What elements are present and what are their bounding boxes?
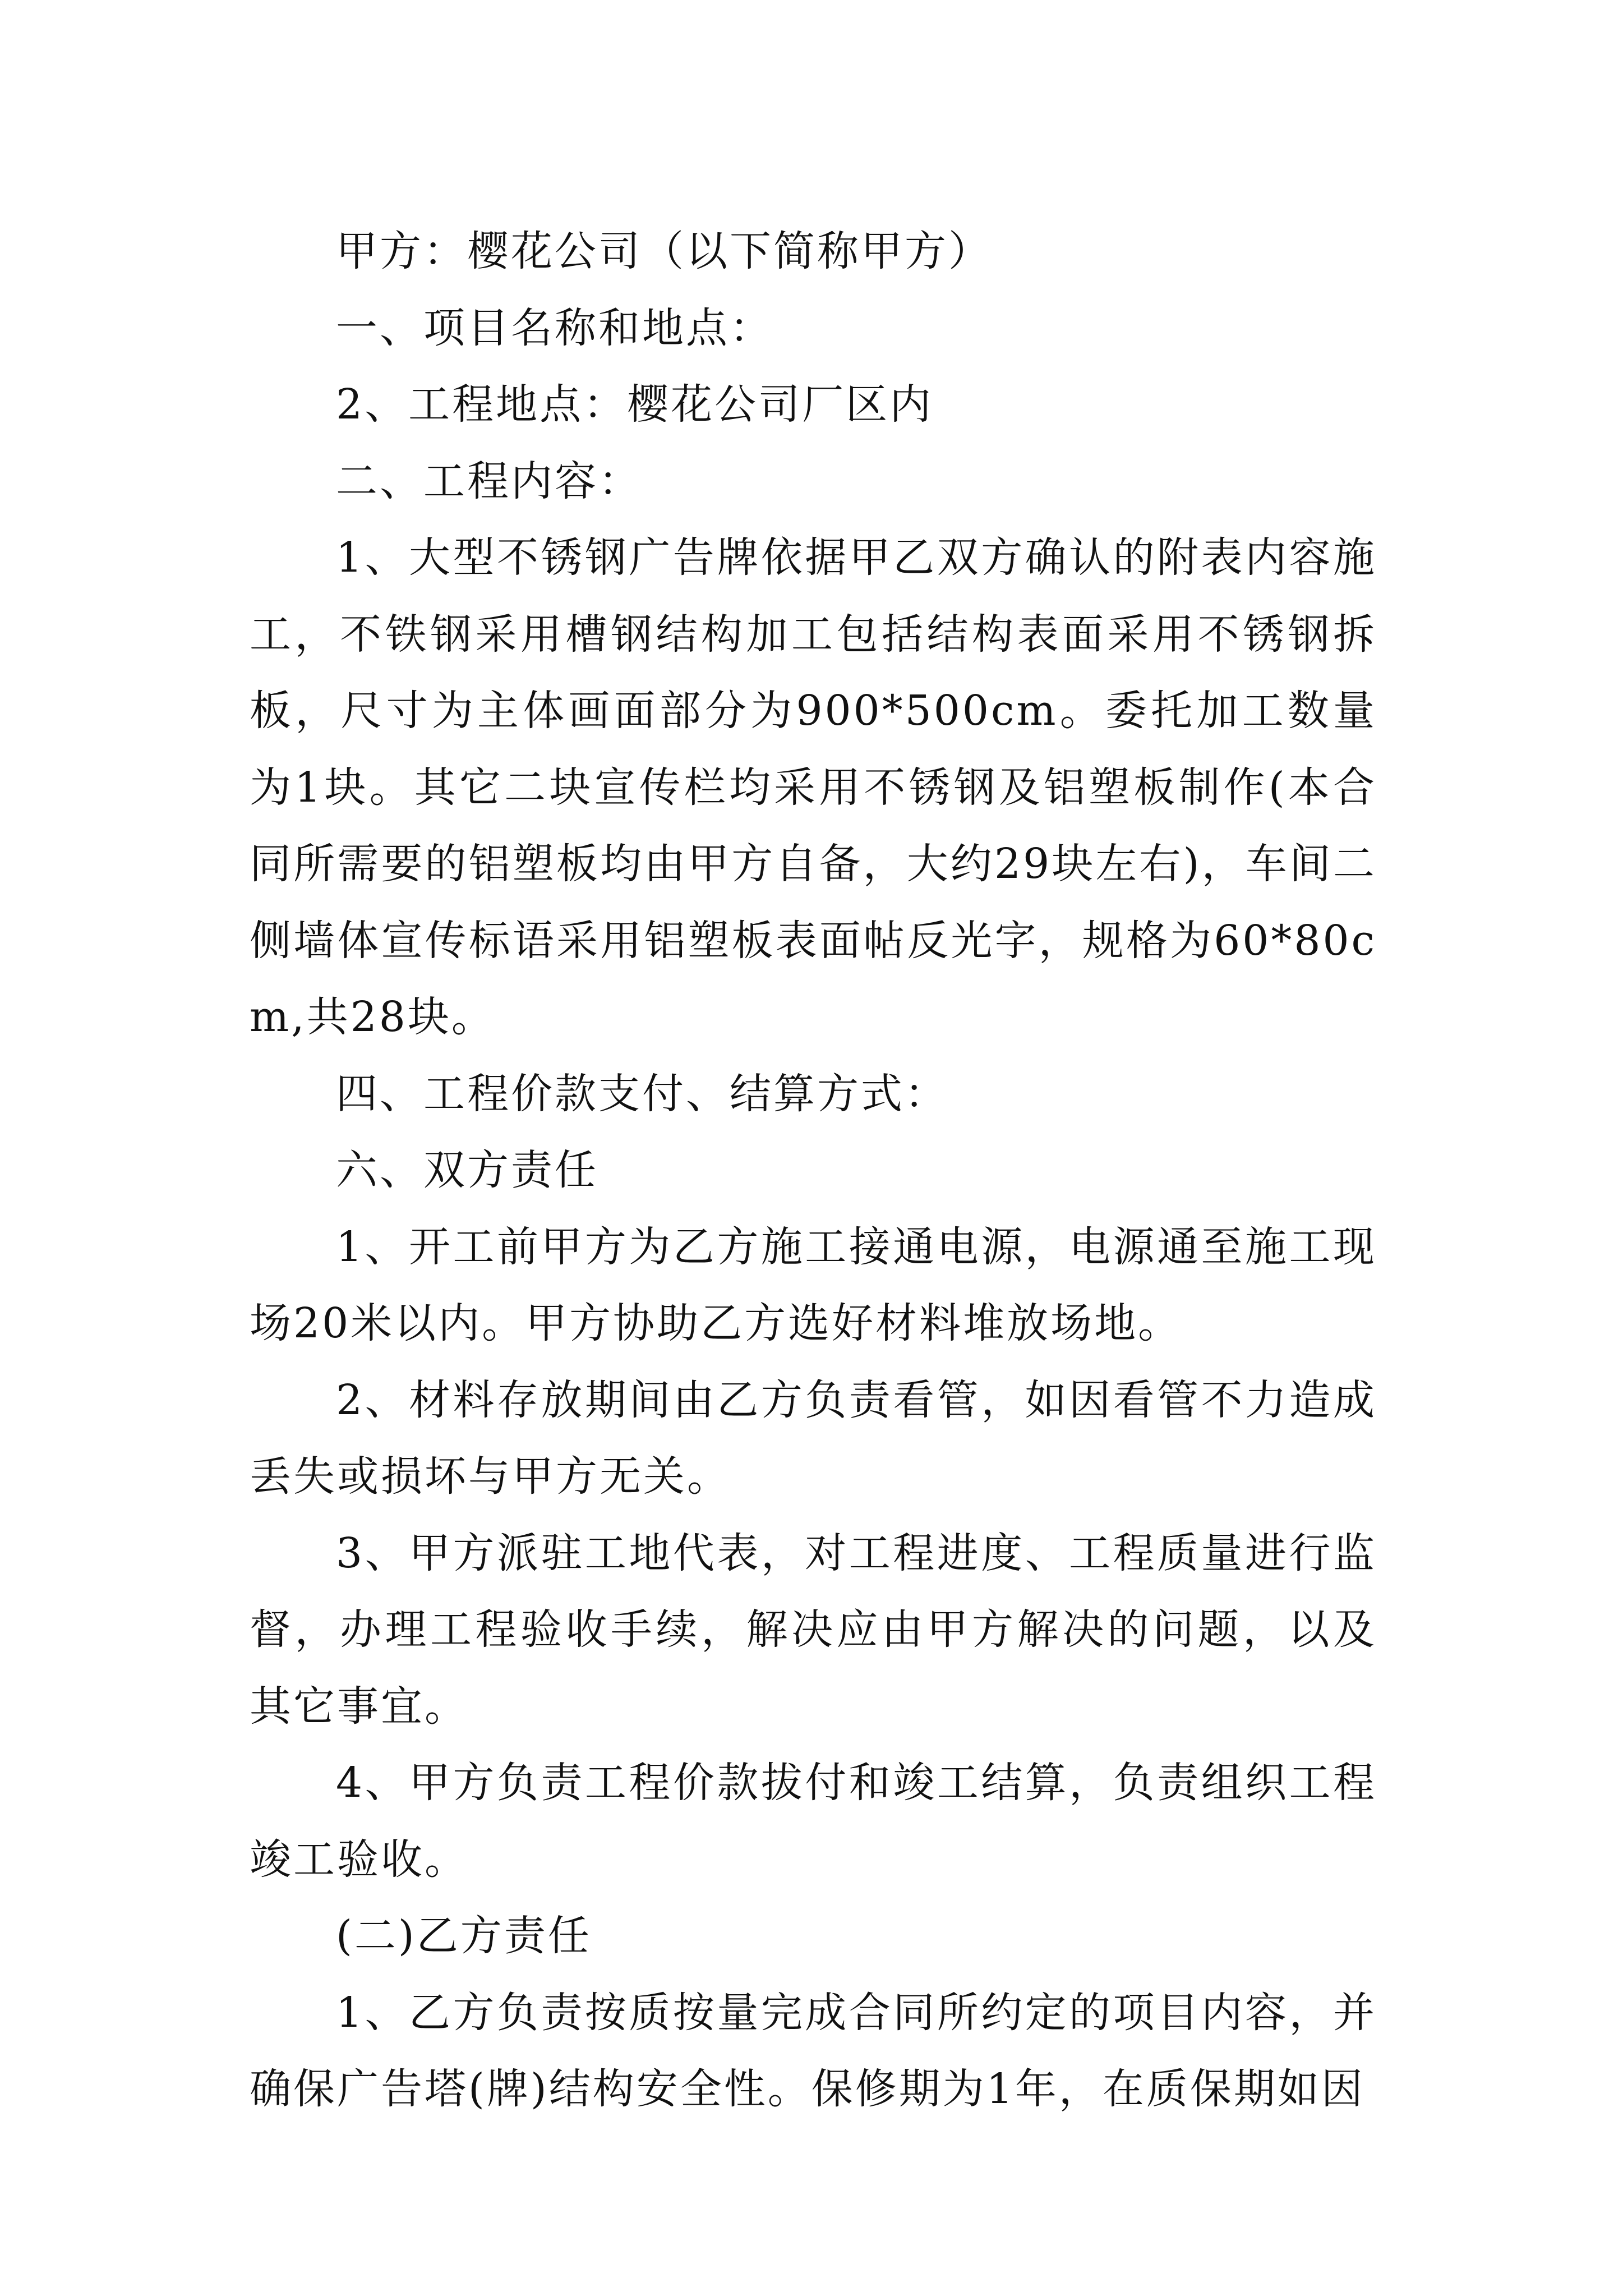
- paragraph-billboard-details: 1、大型不锈钢广告牌依据甲乙双方确认的附表内容施工，不铁钢采用槽钢结构加工包括结构表面采用不锈钢拆板，尺寸为主体画面部分为900*500cm。委托加工数量为1块。其它二块宣传栏均采用不锈钢及铝塑板制作(本合同所需要的铝塑板均由甲方自备，大约29块左右)，车间二侧墙体宣传标语采用铝塑板表面帖反光字，规格为60*80cm,共28块。: [250, 533, 1377, 1041]
- paragraph-party-a-duty-3: 3、甲方派驻工地代表，对工程进度、工程质量进行监督，办理工程验收手续，解决应由甲方解决的问题，以及其它事宜。: [250, 1529, 1377, 1731]
- heading-project-name-location: 一、项目名称和地点：: [336, 303, 773, 352]
- document-body: [250, 213, 1377, 2128]
- paragraph-party-a-duty-4: 4、甲方负责工程价款拔付和竣工结算，负责组织工程竣工验收。: [250, 1759, 1377, 1884]
- heading-project-content: 二、工程内容：: [336, 457, 642, 505]
- paragraph-project-location: 2、工程地点：樱花公司厂区内: [336, 380, 934, 429]
- heading-mutual-responsibilities: 六、双方责任: [336, 1146, 598, 1194]
- paragraph-party-b-duty-1: 1、乙方负责按质按量完成合同所约定的项目内容，并确保广告塔(牌)结构安全性。保修期为1年，在质保期如因: [250, 1988, 1377, 2113]
- paragraph-party-a: 甲方：樱花公司（以下简称甲方）: [336, 227, 992, 275]
- heading-payment-settlement: 四、工程价款支付、结算方式：: [336, 1069, 948, 1118]
- paragraph-party-a-duty-2: 2、材料存放期间由乙方负责看管，如因看管不力造成丢失或损坏与甲方无关。: [250, 1375, 1377, 1501]
- paragraph-party-a-duty-1: 1、开工前甲方为乙方施工接通电源，电源通至施工现场20米以内。甲方协助乙方选好材料堆放场地。: [250, 1222, 1377, 1347]
- heading-party-b-responsibilities: (二)乙方责任: [336, 1912, 592, 1960]
